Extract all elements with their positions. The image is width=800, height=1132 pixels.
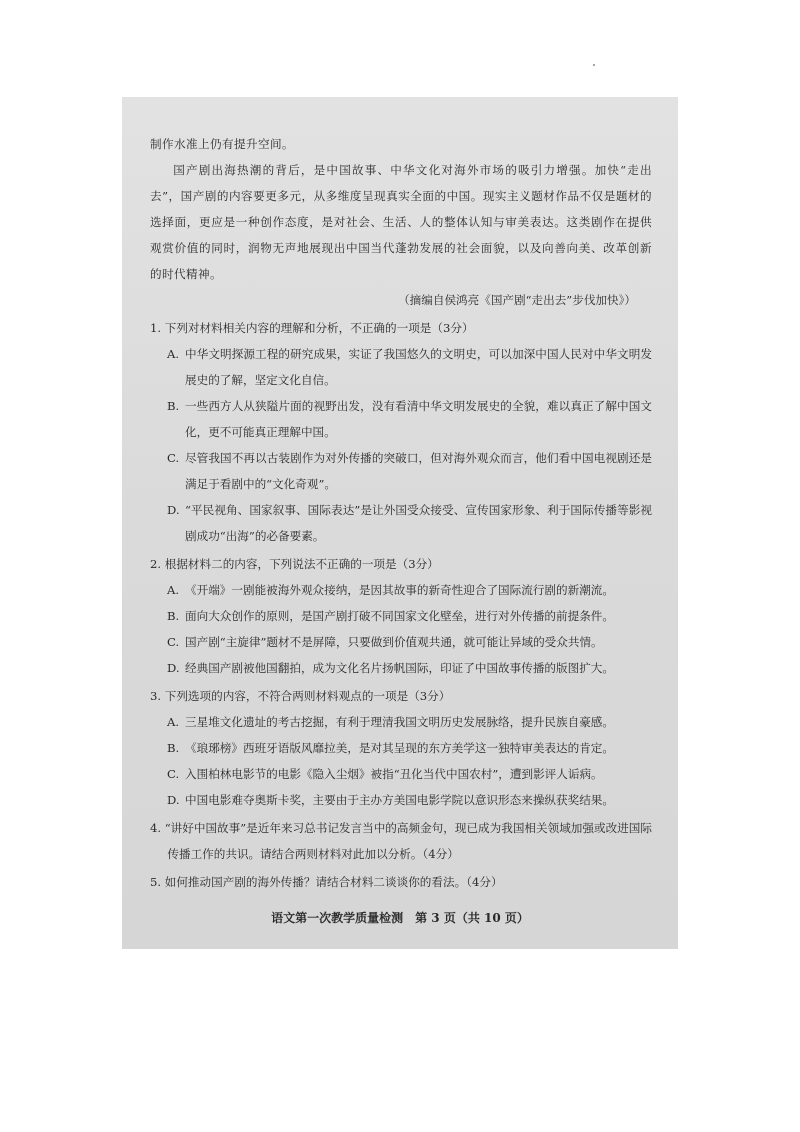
option-letter: A. (167, 347, 180, 361)
passage-paragraph: 制作水准上仍有提升空间。 (150, 137, 294, 151)
question-4 (150, 815, 652, 867)
option-a (167, 577, 652, 603)
option-letter: D. (167, 793, 180, 807)
option-text: 国产剧“主旋律”题材不是屏障，只要做到价值观共通，就可能让异域的受众共情。 (185, 635, 603, 649)
option-b (167, 603, 652, 629)
option-letter: D. (167, 503, 180, 517)
option-text: 面向大众创作的原则，是国产剧打破不同国家文化壁垒，进行对外传播的前提条件。 (185, 609, 614, 623)
question-stem: 5. 如何推动国产剧的海外传播？请结合材料二谈谈你的看法。（4分） (150, 875, 503, 889)
question-stem: 1. 下列对材料相关内容的理解和分析，不正确的一项是（3分） (150, 321, 474, 335)
question-stem: 3. 下列选项的内容，不符合两则材料观点的一项是（3分） (150, 689, 451, 703)
option-d (167, 655, 652, 681)
option-letter: B. (167, 741, 180, 755)
option-list (167, 709, 652, 813)
option-text: “平民视角、国家叙事、国际表达”是让外国受众接受、宣传国家形象、利于国际传播等影视剧成功“出海”的必备要素。 (185, 503, 652, 543)
option-text: 《琅琊榜》西班牙语版风靡拉美，是对其呈现的东方美学这一独特审美表达的肯定。 (185, 741, 614, 755)
passage-source: （摘编自侯鸿亮《国产剧“走出去”步伐加快》） (398, 293, 636, 307)
scan-speck (593, 64, 595, 66)
option-text: 入围柏林电影节的电影《隐入尘烟》被指“丑化当代中国农村”，遭到影评人诟病。 (185, 767, 603, 781)
option-letter: D. (167, 661, 180, 675)
passage (150, 131, 652, 287)
exam-page (122, 97, 678, 949)
option-text: 《开端》一剧能被海外观众接纳，是因其故事的新奇性迎合了国际流行剧的新潮流。 (185, 583, 614, 597)
option-letter: C. (167, 635, 180, 649)
option-letter: A. (167, 715, 180, 729)
question-1 (150, 315, 652, 549)
option-list (167, 577, 652, 681)
option-b (167, 393, 652, 445)
question-stem: 2. 根据材料二的内容，下列说法不正确的一项是（3分） (150, 557, 439, 571)
option-text: 经典国产剧被他国翻拍，成为文化名片扬帆国际，印证了中国故事传播的版图扩大。 (185, 661, 614, 675)
option-c (167, 445, 652, 497)
option-letter: B. (167, 399, 180, 413)
option-b (167, 735, 652, 761)
option-c (167, 629, 652, 655)
question-2 (150, 551, 652, 681)
question-stem: 4. “讲好中国故事”是近年来习总书记发言当中的高频金句，现已成为我国相关领域加强或改进国际传播工作的共识。请结合两则材料对此加以分析。（4分） (150, 821, 652, 861)
question-list (150, 315, 652, 895)
option-c (167, 761, 652, 787)
option-d (167, 497, 652, 549)
option-text: 尽管我国不再以古装剧作为对外传播的突破口，但对海外观众而言，他们看中国电视剧还是满足于看剧中的“文化奇观”。 (185, 451, 652, 491)
option-letter: B. (167, 609, 180, 623)
question-5 (150, 869, 652, 895)
option-a (167, 709, 652, 735)
option-text: 一些西方人从狭隘片面的视野出发，没有看清中华文明发展史的全貌，难以真正了解中国文化，更不可能真正理解中国。 (185, 399, 652, 439)
option-letter: C. (167, 767, 180, 781)
page-footer: 语文第一次教学质量检测 第 3 页（共 10 页） (271, 911, 529, 925)
option-text: 中国电影难夺奥斯卡奖，主要由于主办方美国电影学院以意识形态来操纵获奖结果。 (185, 793, 614, 807)
option-a (167, 341, 652, 393)
option-d (167, 787, 652, 813)
option-letter: A. (167, 583, 180, 597)
option-letter: C. (167, 451, 180, 465)
option-list (167, 341, 652, 549)
question-3 (150, 683, 652, 813)
option-text: 三星堆文化遗址的考古挖掘，有利于理清我国文明历史发展脉络，提升民族自豪感。 (185, 715, 614, 729)
option-text: 中华文明探源工程的研究成果，实证了我国悠久的文明史，可以加深中国人民对中华文明发展史的了解，坚定文化自信。 (185, 347, 652, 387)
passage-paragraph: 国产剧出海热潮的背后，是中国故事、中华文化对海外市场的吸引力增强。加快“走出去”，国产剧的内容要更多元，从多维度呈现真实全面的中国。现实主义题材作品不仅是题材的选择面，更应是一种创作态度，是对社会、生活、人的整体认知与审美表达。这类剧作在提供观赏价值的同时，润物无声地展现出中国当代蓬勃发展的社会面貌，以及向善向美、改革创新的时代精神。 (150, 163, 652, 281)
